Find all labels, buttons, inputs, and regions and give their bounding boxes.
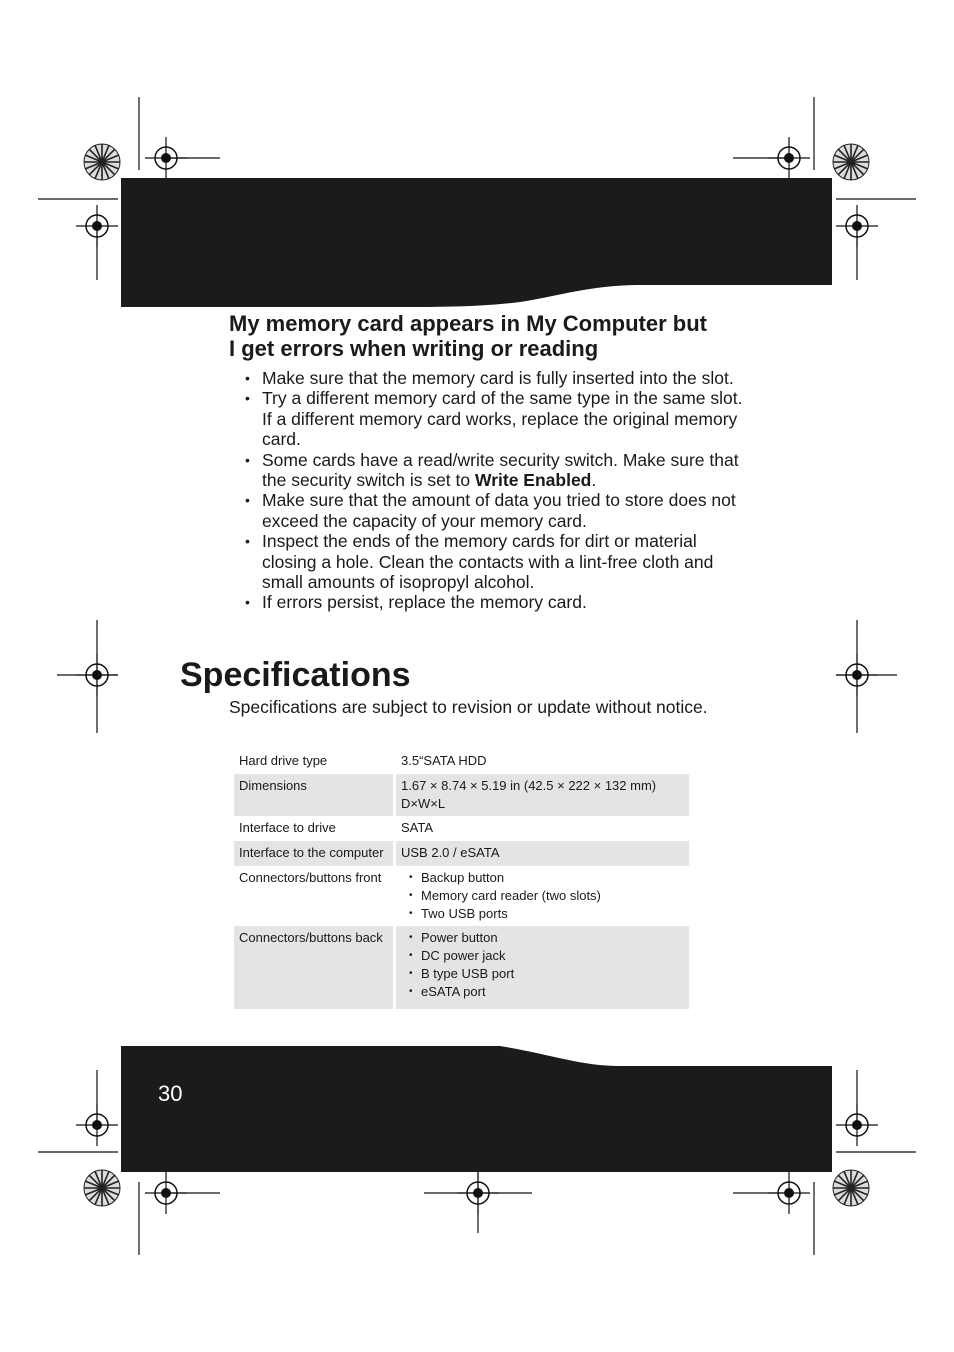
list-item: • Make sure that the memory card is fully inserted into the slot. — [245, 368, 745, 388]
spec-value-list — [401, 929, 684, 1001]
spec-value — [395, 866, 690, 926]
section-heading-line2: I get errors when writing or reading — [229, 336, 599, 361]
list-item: • eSATA port — [401, 983, 684, 1001]
spec-value — [395, 926, 690, 1009]
spec-value: USB 2.0 / eSATA — [395, 841, 690, 866]
spec-value-line: D×W×L — [401, 796, 446, 811]
spec-value-line: 1.67 × 8.74 × 5.19 in (42.5 × 222 × 132 mm) — [401, 778, 657, 793]
troubleshooting-bullet-list — [245, 368, 745, 613]
list-item: • If errors persist, replace the memory card. — [245, 592, 745, 612]
table-row — [234, 841, 689, 866]
spec-label: Hard drive type — [234, 749, 395, 774]
page-title: Specifications — [180, 656, 411, 694]
spec-value: SATA — [401, 820, 434, 835]
list-item: • Memory card reader (two slots) — [401, 887, 684, 905]
list-item: • Make sure that the amount of data you tried to store does not exceed the capacity of your memory card. — [245, 490, 745, 531]
spec-value-list — [401, 869, 684, 923]
spec-value — [395, 774, 690, 816]
page-number: 30 — [158, 1081, 183, 1106]
specifications-table — [234, 749, 689, 1009]
spec-label: Connectors/buttons front — [234, 866, 395, 926]
section-heading — [229, 311, 769, 361]
list-item: • Backup button — [401, 869, 684, 887]
spec-label: Dimensions — [234, 774, 395, 816]
section-heading-line1: My memory card appears in My Computer but — [229, 311, 707, 336]
list-item: • Two USB ports — [401, 905, 684, 923]
list-item — [245, 450, 745, 491]
list-item: • Try a different memory card of the same type in the same slot. If a different memory card works, replace the original memory card. — [245, 388, 745, 449]
spec-value: 3.5“SATA HDD — [401, 753, 487, 768]
table-row — [234, 749, 689, 774]
list-item: • Power button — [401, 929, 684, 947]
list-item: • DC power jack — [401, 947, 684, 965]
spec-label: Connectors/buttons back — [234, 926, 395, 1009]
setting-name: Write Enabled — [475, 470, 592, 491]
spec-label: Interface to drive — [234, 816, 395, 841]
list-item: • Inspect the ends of the memory cards for dirt or material closing a hole. Clean the contacts with a lint-free cloth and small amounts of isopropyl alcohol. — [245, 531, 745, 592]
list-item: • B type USB port — [401, 965, 684, 983]
table-row — [234, 926, 689, 1009]
spec-label: Interface to the computer — [234, 841, 395, 866]
table-row — [234, 816, 689, 841]
list-item-text-end: . — [591, 470, 597, 491]
specifications-intro: Specifications are subject to revision or update without notice. — [229, 697, 708, 717]
list-item-text: Some cards have a read/write security switch. Make sure that the security switch is set to — [262, 449, 739, 491]
table-row — [234, 774, 689, 816]
table-row — [234, 866, 689, 926]
